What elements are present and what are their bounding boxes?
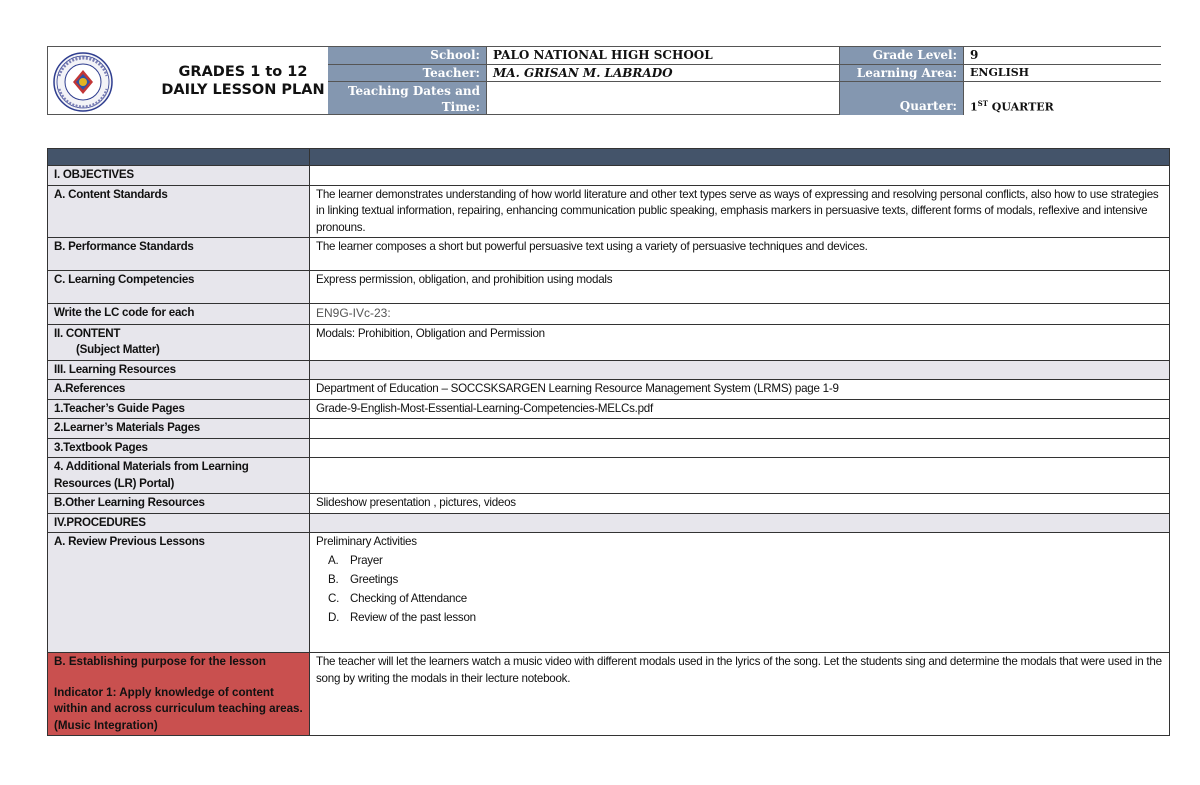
textbook-pages-row — [48, 438, 1170, 458]
teachers-guide-row — [48, 399, 1170, 419]
title-line-2: DAILY LESSON PLAN — [161, 82, 325, 98]
procedures-row — [48, 513, 1170, 533]
learners-materials-label: 2.Learner’s Materials Pages — [48, 419, 310, 439]
learners-materials-value — [310, 419, 1170, 439]
preliminary-activities-list — [316, 551, 1163, 627]
list-item-text: Greetings — [350, 572, 399, 586]
teachers-guide-label: 1.Teacher’s Guide Pages — [48, 399, 310, 419]
list-item-letter: C. — [328, 591, 340, 605]
learners-materials-row — [48, 419, 1170, 439]
table-header-bar — [48, 149, 1170, 166]
textbook-pages-value — [310, 438, 1170, 458]
teachers-guide-value: Grade-9-English-Most-Essential-Learning-Competencies-MELCs.pdf — [310, 399, 1170, 419]
procedures-value — [310, 513, 1170, 533]
indicator-line-3: (Music Integration) — [54, 718, 158, 732]
learning-area-label: Learning Area: — [840, 65, 964, 82]
lesson-plan-header — [47, 46, 1161, 115]
references-value: Department of Education – SOCCSKSARGEN Learning Resource Management System (LRMS) page 1-9 — [310, 380, 1170, 400]
deped-seal-logo — [51, 52, 115, 112]
quarter-number: 1 — [970, 100, 978, 114]
additional-materials-label — [48, 458, 310, 494]
grade-level-label: Grade Level: — [840, 47, 964, 65]
lesson-plan-table — [47, 148, 1170, 736]
preliminary-activities-heading: Preliminary Activities — [316, 535, 417, 548]
establishing-purpose-label — [48, 653, 310, 736]
list-item-text: Prayer — [350, 553, 383, 567]
header-bar-left — [48, 149, 310, 166]
objectives-value — [310, 166, 1170, 186]
textbook-pages-label: 3.Textbook Pages — [48, 438, 310, 458]
additional-materials-label-line-2: Resources (LR) Portal) — [54, 476, 175, 490]
procedures-label: IV.PROCEDURES — [48, 513, 310, 533]
establishing-purpose-title: B. Establishing purpose for the lesson — [54, 655, 266, 668]
learning-competencies-row — [48, 271, 1170, 304]
lc-code-label: Write the LC code for each — [48, 304, 310, 325]
teaching-dates-value — [487, 82, 840, 115]
additional-materials-label-line-1: 4. Additional Materials from Learning — [54, 460, 249, 473]
content-standards-row — [48, 185, 1170, 238]
references-label: A.References — [48, 380, 310, 400]
content-title: II. CONTENT — [54, 326, 121, 340]
list-item-letter: D. — [328, 610, 340, 624]
content-standards-label: A. Content Standards — [48, 185, 310, 238]
teaching-dates-label — [328, 82, 487, 115]
list-item-text: Review of the past lesson — [350, 610, 476, 624]
content-subtitle: (Subject Matter) — [76, 343, 160, 356]
other-resources-value: Slideshow presentation , pictures, videos — [310, 494, 1170, 514]
header-bar-right — [310, 149, 1170, 166]
title-line-1: GRADES 1 to 12 — [178, 64, 308, 80]
learning-area-value: ENGLISH — [964, 65, 1161, 82]
objectives-label: I. OBJECTIVES — [48, 166, 310, 186]
indicator-line-2: within and across curriculum teaching areas. — [54, 702, 303, 715]
teacher-label: Teacher: — [328, 65, 487, 82]
performance-standards-label: B. Performance Standards — [48, 238, 310, 271]
content-row — [48, 324, 1170, 360]
learning-resources-label: III. Learning Resources — [48, 360, 310, 380]
review-lessons-value — [310, 533, 1170, 653]
list-item — [328, 589, 1163, 608]
list-item-letter: A. — [328, 553, 339, 567]
quarter-ordinal: ST — [977, 99, 988, 108]
references-row — [48, 380, 1170, 400]
lc-code-row — [48, 304, 1170, 325]
objectives-row — [48, 166, 1170, 186]
school-label: School: — [328, 47, 487, 65]
indicator-line-1: Indicator 1: Apply knowledge of content — [54, 685, 274, 699]
list-item — [328, 608, 1163, 627]
list-item — [328, 551, 1163, 570]
learning-resources-value — [310, 360, 1170, 380]
quarter-word: QUARTER — [987, 100, 1054, 114]
review-lessons-row — [48, 533, 1170, 653]
additional-materials-value — [310, 458, 1170, 494]
teaching-dates-label-line-1: Teaching Dates and — [347, 84, 480, 98]
review-lessons-label: A. Review Previous Lessons — [48, 533, 310, 653]
other-resources-row — [48, 494, 1170, 514]
lc-code-value — [310, 304, 1170, 325]
teaching-dates-label-line-2: Time: — [441, 100, 480, 114]
lc-code-text: EN9G-IVc-23: — [316, 306, 391, 320]
content-value: Modals: Prohibition, Obligation and Permission — [310, 324, 1170, 360]
teacher-value: MA. GRISAN M. LABRADO — [487, 65, 840, 82]
establishing-purpose-row — [48, 653, 1170, 736]
other-resources-label: B.Other Learning Resources — [48, 494, 310, 514]
learning-competencies-label: C. Learning Competencies — [48, 271, 310, 304]
list-item — [328, 570, 1163, 589]
establishing-purpose-value: The teacher will let the learners watch a music video with different modals used in the lyrics of the song. Let the students sing and determine the modals that were used in the song by writing the modals in their lecture notebook. — [310, 653, 1170, 736]
content-standards-value: The learner demonstrates understanding of how world literature and other text types serve as ways of expressing and resolving personal conflicts, also how to use strategies in linking textual information, repairing, enhancing communication public speaking, emphasis markers in persuasive texts, different forms of modals, reflexive and intensive pronouns. — [310, 185, 1170, 238]
list-item-letter: B. — [328, 572, 339, 586]
quarter-value — [964, 82, 1161, 115]
grade-level-value: 9 — [964, 47, 1161, 65]
quarter-label: Quarter: — [840, 82, 964, 115]
content-label — [48, 324, 310, 360]
school-value: PALO NATIONAL HIGH SCHOOL — [487, 47, 840, 65]
performance-standards-value: The learner composes a short but powerful persuasive text using a variety of persuasive techniques and devices. — [310, 238, 1170, 271]
performance-standards-row — [48, 238, 1170, 271]
list-item-text: Checking of Attendance — [350, 591, 467, 605]
additional-materials-row — [48, 458, 1170, 494]
learning-competencies-value: Express permission, obligation, and prohibition using modals — [310, 271, 1170, 304]
learning-resources-row — [48, 360, 1170, 380]
